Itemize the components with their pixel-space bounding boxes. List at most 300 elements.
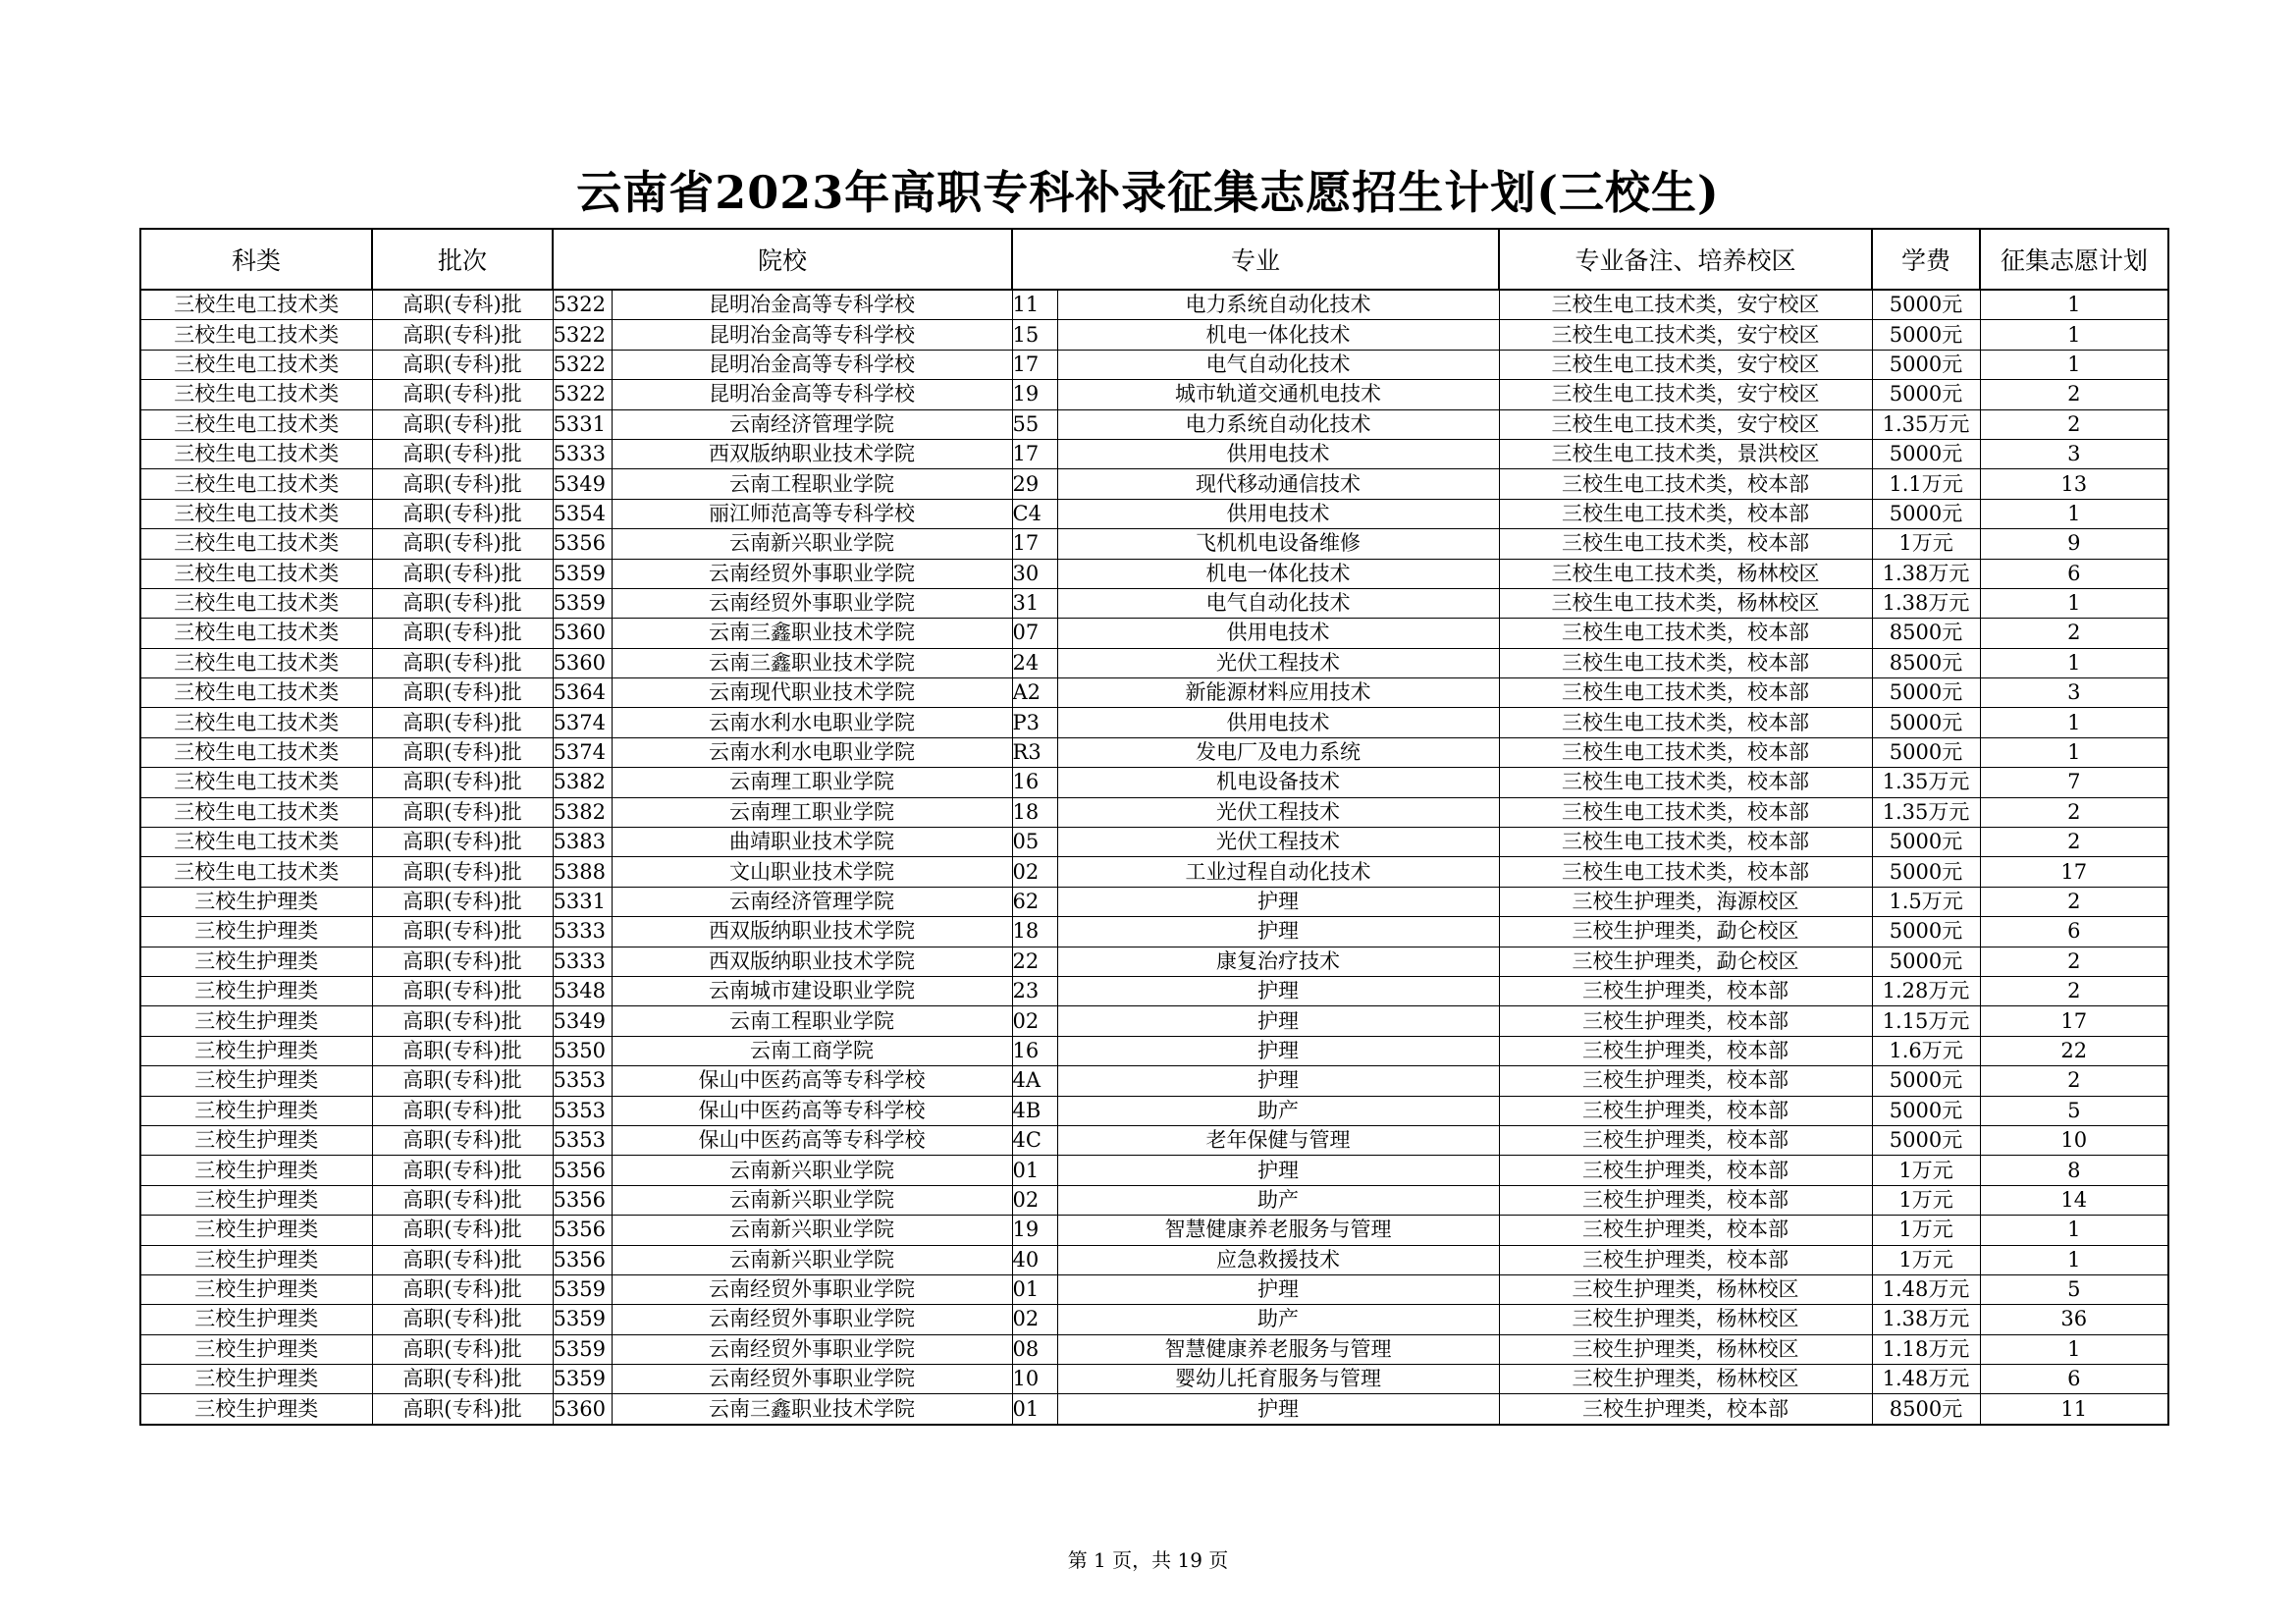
header-category: 科类	[140, 229, 372, 290]
cell-school-code: 5353	[553, 1066, 612, 1096]
cell-plan: 1	[1980, 1334, 2168, 1364]
cell-fee: 1.38万元	[1872, 588, 1980, 618]
cell-major-code: 24	[1012, 648, 1057, 677]
cell-school: 云南经济管理学院	[612, 887, 1012, 916]
cell-school: 云南城市建设职业学院	[612, 976, 1012, 1005]
cell-fee: 1万元	[1872, 1216, 1980, 1245]
cell-category: 三校生电工技术类	[140, 439, 372, 468]
cell-school: 昆明冶金高等专科学校	[612, 380, 1012, 409]
cell-major-code: 17	[1012, 529, 1057, 559]
cell-major-code: 02	[1012, 1185, 1057, 1215]
cell-school: 昆明冶金高等专科学校	[612, 350, 1012, 379]
cell-school: 云南经济管理学院	[612, 409, 1012, 439]
cell-batch: 高职(专科)批	[372, 828, 553, 857]
cell-major-code: 4A	[1012, 1066, 1057, 1096]
cell-school-code: 5331	[553, 887, 612, 916]
cell-major: 智慧健康养老服务与管理	[1057, 1334, 1499, 1364]
cell-major-code: 22	[1012, 947, 1057, 976]
cell-major: 护理	[1057, 917, 1499, 947]
cell-school: 云南新兴职业学院	[612, 1245, 1012, 1274]
cell-major-code: 19	[1012, 380, 1057, 409]
cell-school-code: 5331	[553, 409, 612, 439]
table-row	[140, 1156, 2168, 1185]
cell-fee: 1.38万元	[1872, 1305, 1980, 1334]
cell-school-code: 5359	[553, 1334, 612, 1364]
cell-note: 三校生电工技术类，景洪校区	[1499, 439, 1872, 468]
cell-school-code: 5383	[553, 828, 612, 857]
cell-major-code: 18	[1012, 797, 1057, 827]
header-note: 专业备注、培养校区	[1499, 229, 1872, 290]
header-batch: 批次	[372, 229, 553, 290]
table-row	[140, 768, 2168, 797]
table-header-row	[140, 229, 2168, 290]
cell-note: 三校生护理类，校本部	[1499, 1096, 1872, 1125]
cell-major: 智慧健康养老服务与管理	[1057, 1216, 1499, 1245]
cell-category: 三校生电工技术类	[140, 797, 372, 827]
cell-school: 文山职业技术学院	[612, 857, 1012, 887]
cell-fee: 8500元	[1872, 1394, 1980, 1425]
cell-school-code: 5388	[553, 857, 612, 887]
cell-major: 光伏工程技术	[1057, 828, 1499, 857]
cell-school: 云南经贸外事职业学院	[612, 588, 1012, 618]
cell-plan: 2	[1980, 797, 2168, 827]
cell-major-code: 11	[1012, 290, 1057, 320]
cell-fee: 1.35万元	[1872, 797, 1980, 827]
cell-plan: 17	[1980, 857, 2168, 887]
cell-category: 三校生护理类	[140, 1096, 372, 1125]
cell-plan: 7	[1980, 768, 2168, 797]
cell-fee: 1.35万元	[1872, 768, 1980, 797]
cell-fee: 5000元	[1872, 320, 1980, 350]
cell-category: 三校生电工技术类	[140, 619, 372, 648]
cell-major-code: 31	[1012, 588, 1057, 618]
cell-note: 三校生电工技术类，校本部	[1499, 529, 1872, 559]
cell-batch: 高职(专科)批	[372, 708, 553, 737]
cell-batch: 高职(专科)批	[372, 1394, 553, 1425]
cell-school-code: 5364	[553, 678, 612, 708]
cell-fee: 5000元	[1872, 828, 1980, 857]
cell-major: 发电厂及电力系统	[1057, 737, 1499, 767]
cell-school-code: 5360	[553, 1394, 612, 1425]
cell-school: 西双版纳职业技术学院	[612, 917, 1012, 947]
cell-category: 三校生电工技术类	[140, 857, 372, 887]
table-row	[140, 828, 2168, 857]
table-row	[140, 797, 2168, 827]
cell-school: 保山中医药高等专科学校	[612, 1066, 1012, 1096]
cell-note: 三校生电工技术类，校本部	[1499, 499, 1872, 528]
cell-category: 三校生护理类	[140, 976, 372, 1005]
cell-major: 护理	[1057, 1156, 1499, 1185]
cell-fee: 1.1万元	[1872, 469, 1980, 499]
cell-major-code: 01	[1012, 1274, 1057, 1304]
cell-fee: 5000元	[1872, 678, 1980, 708]
cell-major-code: 02	[1012, 857, 1057, 887]
cell-note: 三校生电工技术类，校本部	[1499, 857, 1872, 887]
cell-school-code: 5353	[553, 1125, 612, 1155]
cell-plan: 2	[1980, 828, 2168, 857]
cell-category: 三校生电工技术类	[140, 678, 372, 708]
cell-fee: 5000元	[1872, 1096, 1980, 1125]
cell-plan: 9	[1980, 529, 2168, 559]
cell-category: 三校生护理类	[140, 1305, 372, 1334]
cell-batch: 高职(专科)批	[372, 976, 553, 1005]
cell-school: 云南理工职业学院	[612, 797, 1012, 827]
cell-plan: 1	[1980, 1245, 2168, 1274]
cell-plan: 3	[1980, 678, 2168, 708]
cell-major: 护理	[1057, 1066, 1499, 1096]
cell-category: 三校生电工技术类	[140, 828, 372, 857]
cell-fee: 1万元	[1872, 1245, 1980, 1274]
cell-category: 三校生电工技术类	[140, 768, 372, 797]
cell-major: 机电一体化技术	[1057, 559, 1499, 588]
cell-school: 云南经贸外事职业学院	[612, 1334, 1012, 1364]
cell-major: 现代移动通信技术	[1057, 469, 1499, 499]
cell-fee: 1.38万元	[1872, 559, 1980, 588]
cell-plan: 36	[1980, 1305, 2168, 1334]
cell-school-code: 5356	[553, 1245, 612, 1274]
cell-fee: 1万元	[1872, 1156, 1980, 1185]
cell-school: 云南工程职业学院	[612, 469, 1012, 499]
cell-major-code: 19	[1012, 1216, 1057, 1245]
table-row	[140, 1245, 2168, 1274]
cell-school: 云南三鑫职业技术学院	[612, 1394, 1012, 1425]
cell-batch: 高职(专科)批	[372, 947, 553, 976]
cell-major: 电气自动化技术	[1057, 350, 1499, 379]
cell-school: 昆明冶金高等专科学校	[612, 320, 1012, 350]
table-row	[140, 290, 2168, 320]
cell-plan: 1	[1980, 320, 2168, 350]
cell-note: 三校生电工技术类，校本部	[1499, 708, 1872, 737]
cell-plan: 11	[1980, 1394, 2168, 1425]
cell-major-code: P3	[1012, 708, 1057, 737]
table-row	[140, 1365, 2168, 1394]
table-row	[140, 917, 2168, 947]
cell-category: 三校生电工技术类	[140, 499, 372, 528]
cell-note: 三校生电工技术类，杨林校区	[1499, 559, 1872, 588]
table-row	[140, 737, 2168, 767]
cell-major-code: 4B	[1012, 1096, 1057, 1125]
cell-school-code: 5374	[553, 737, 612, 767]
cell-batch: 高职(专科)批	[372, 1216, 553, 1245]
cell-note: 三校生护理类，校本部	[1499, 976, 1872, 1005]
header-fee: 学费	[1872, 229, 1980, 290]
cell-major-code: 10	[1012, 1365, 1057, 1394]
cell-note: 三校生护理类，杨林校区	[1499, 1305, 1872, 1334]
table-row	[140, 1185, 2168, 1215]
cell-school-code: 5359	[553, 1365, 612, 1394]
cell-plan: 2	[1980, 619, 2168, 648]
cell-school: 云南现代职业技术学院	[612, 678, 1012, 708]
cell-school: 云南新兴职业学院	[612, 1216, 1012, 1245]
page-title: 云南省2023年高职专科补录征集志愿招生计划(三校生)	[576, 166, 1720, 219]
cell-batch: 高职(专科)批	[372, 1006, 553, 1036]
cell-plan: 1	[1980, 290, 2168, 320]
cell-batch: 高职(专科)批	[372, 439, 553, 468]
cell-category: 三校生电工技术类	[140, 409, 372, 439]
cell-plan: 1	[1980, 499, 2168, 528]
cell-fee: 1.48万元	[1872, 1274, 1980, 1304]
cell-major-code: 18	[1012, 917, 1057, 947]
cell-category: 三校生护理类	[140, 917, 372, 947]
cell-category: 三校生护理类	[140, 1365, 372, 1394]
cell-batch: 高职(专科)批	[372, 737, 553, 767]
cell-note: 三校生护理类，勐仑校区	[1499, 947, 1872, 976]
cell-note: 三校生护理类，杨林校区	[1499, 1365, 1872, 1394]
cell-category: 三校生电工技术类	[140, 588, 372, 618]
cell-category: 三校生电工技术类	[140, 708, 372, 737]
cell-plan: 2	[1980, 380, 2168, 409]
table-row	[140, 1006, 2168, 1036]
cell-note: 三校生电工技术类，校本部	[1499, 768, 1872, 797]
cell-school-code: 5382	[553, 797, 612, 827]
cell-fee: 5000元	[1872, 737, 1980, 767]
cell-batch: 高职(专科)批	[372, 887, 553, 916]
cell-major: 供用电技术	[1057, 619, 1499, 648]
table-row	[140, 409, 2168, 439]
cell-note: 三校生电工技术类，校本部	[1499, 828, 1872, 857]
table-row	[140, 947, 2168, 976]
cell-note: 三校生护理类，校本部	[1499, 1006, 1872, 1036]
cell-batch: 高职(专科)批	[372, 409, 553, 439]
cell-batch: 高职(专科)批	[372, 1334, 553, 1364]
cell-school: 保山中医药高等专科学校	[612, 1125, 1012, 1155]
cell-batch: 高职(专科)批	[372, 1036, 553, 1065]
cell-category: 三校生电工技术类	[140, 380, 372, 409]
table-row	[140, 1394, 2168, 1425]
cell-major: 护理	[1057, 887, 1499, 916]
page-footer: 第 1 页，共 19 页	[1067, 1548, 1229, 1572]
cell-school-code: 5350	[553, 1036, 612, 1065]
cell-note: 三校生电工技术类，安宁校区	[1499, 409, 1872, 439]
table-row	[140, 439, 2168, 468]
cell-major-code: 15	[1012, 320, 1057, 350]
cell-major-code: 17	[1012, 350, 1057, 379]
cell-plan: 2	[1980, 887, 2168, 916]
table-row	[140, 678, 2168, 708]
cell-category: 三校生电工技术类	[140, 648, 372, 677]
cell-major-code: 55	[1012, 409, 1057, 439]
cell-major-code: 08	[1012, 1334, 1057, 1364]
cell-fee: 1.18万元	[1872, 1334, 1980, 1364]
cell-major-code: 02	[1012, 1305, 1057, 1334]
cell-batch: 高职(专科)批	[372, 1185, 553, 1215]
cell-plan: 8	[1980, 1156, 2168, 1185]
cell-batch: 高职(专科)批	[372, 648, 553, 677]
cell-school-code: 5359	[553, 559, 612, 588]
cell-school: 云南水利水电职业学院	[612, 708, 1012, 737]
cell-school-code: 5353	[553, 1096, 612, 1125]
cell-batch: 高职(专科)批	[372, 1096, 553, 1125]
cell-school: 云南经贸外事职业学院	[612, 1274, 1012, 1304]
cell-fee: 5000元	[1872, 380, 1980, 409]
cell-school-code: 5348	[553, 976, 612, 1005]
cell-category: 三校生护理类	[140, 1216, 372, 1245]
table-row	[140, 529, 2168, 559]
cell-fee: 1.6万元	[1872, 1036, 1980, 1065]
cell-major: 飞机机电设备维修	[1057, 529, 1499, 559]
cell-school: 曲靖职业技术学院	[612, 828, 1012, 857]
table-row	[140, 1096, 2168, 1125]
cell-batch: 高职(专科)批	[372, 1274, 553, 1304]
cell-batch: 高职(专科)批	[372, 619, 553, 648]
cell-category: 三校生护理类	[140, 1394, 372, 1425]
cell-major: 护理	[1057, 1006, 1499, 1036]
cell-category: 三校生电工技术类	[140, 529, 372, 559]
cell-note: 三校生护理类，校本部	[1499, 1394, 1872, 1425]
cell-fee: 8500元	[1872, 619, 1980, 648]
cell-category: 三校生护理类	[140, 947, 372, 976]
cell-major: 助产	[1057, 1185, 1499, 1215]
cell-note: 三校生护理类，校本部	[1499, 1066, 1872, 1096]
cell-major-code: 30	[1012, 559, 1057, 588]
cell-note: 三校生护理类，杨林校区	[1499, 1274, 1872, 1304]
cell-fee: 5000元	[1872, 439, 1980, 468]
cell-major: 供用电技术	[1057, 708, 1499, 737]
table-row	[140, 320, 2168, 350]
cell-school: 西双版纳职业技术学院	[612, 947, 1012, 976]
cell-fee: 5000元	[1872, 1066, 1980, 1096]
cell-plan: 22	[1980, 1036, 2168, 1065]
cell-school-code: 5356	[553, 1185, 612, 1215]
cell-major-code: 01	[1012, 1394, 1057, 1425]
cell-school: 云南新兴职业学院	[612, 1156, 1012, 1185]
cell-batch: 高职(专科)批	[372, 320, 553, 350]
cell-batch: 高职(专科)批	[372, 797, 553, 827]
cell-batch: 高职(专科)批	[372, 290, 553, 320]
cell-major: 机电一体化技术	[1057, 320, 1499, 350]
cell-major: 电气自动化技术	[1057, 588, 1499, 618]
cell-fee: 5000元	[1872, 290, 1980, 320]
cell-batch: 高职(专科)批	[372, 469, 553, 499]
cell-school: 保山中医药高等专科学校	[612, 1096, 1012, 1125]
cell-fee: 1.15万元	[1872, 1006, 1980, 1036]
cell-fee: 1万元	[1872, 529, 1980, 559]
cell-major-code: 16	[1012, 1036, 1057, 1065]
cell-note: 三校生护理类，校本部	[1499, 1245, 1872, 1274]
cell-batch: 高职(专科)批	[372, 678, 553, 708]
cell-school: 云南水利水电职业学院	[612, 737, 1012, 767]
cell-school-code: 5360	[553, 648, 612, 677]
cell-note: 三校生电工技术类，校本部	[1499, 797, 1872, 827]
cell-fee: 5000元	[1872, 857, 1980, 887]
cell-major: 供用电技术	[1057, 499, 1499, 528]
cell-major: 电力系统自动化技术	[1057, 290, 1499, 320]
cell-school: 丽江师范高等专科学校	[612, 499, 1012, 528]
cell-category: 三校生护理类	[140, 1334, 372, 1364]
cell-note: 三校生护理类，校本部	[1499, 1185, 1872, 1215]
cell-category: 三校生护理类	[140, 1185, 372, 1215]
cell-school: 云南三鑫职业技术学院	[612, 648, 1012, 677]
cell-plan: 1	[1980, 737, 2168, 767]
cell-major-code: 17	[1012, 439, 1057, 468]
cell-school-code: 5382	[553, 768, 612, 797]
cell-note: 三校生电工技术类，校本部	[1499, 469, 1872, 499]
table-row	[140, 499, 2168, 528]
cell-batch: 高职(专科)批	[372, 1305, 553, 1334]
cell-major-code: 4C	[1012, 1125, 1057, 1155]
table-row	[140, 350, 2168, 379]
cell-major-code: 40	[1012, 1245, 1057, 1274]
cell-note: 三校生护理类，勐仑校区	[1499, 917, 1872, 947]
cell-plan: 2	[1980, 976, 2168, 1005]
cell-school-code: 5359	[553, 1305, 612, 1334]
cell-major: 婴幼儿托育服务与管理	[1057, 1365, 1499, 1394]
cell-school-code: 5360	[553, 619, 612, 648]
cell-major-code: A2	[1012, 678, 1057, 708]
cell-note: 三校生电工技术类，安宁校区	[1499, 380, 1872, 409]
cell-major: 护理	[1057, 976, 1499, 1005]
cell-fee: 1万元	[1872, 1185, 1980, 1215]
cell-category: 三校生护理类	[140, 1156, 372, 1185]
cell-plan: 1	[1980, 708, 2168, 737]
cell-school-code: 5322	[553, 350, 612, 379]
cell-plan: 6	[1980, 917, 2168, 947]
table-row	[140, 887, 2168, 916]
cell-note: 三校生护理类，校本部	[1499, 1156, 1872, 1185]
cell-plan: 10	[1980, 1125, 2168, 1155]
cell-major: 光伏工程技术	[1057, 648, 1499, 677]
cell-category: 三校生护理类	[140, 1245, 372, 1274]
table-row	[140, 708, 2168, 737]
cell-major: 电力系统自动化技术	[1057, 409, 1499, 439]
table-row	[140, 648, 2168, 677]
cell-note: 三校生护理类，校本部	[1499, 1036, 1872, 1065]
cell-note: 三校生电工技术类，校本部	[1499, 678, 1872, 708]
cell-batch: 高职(专科)批	[372, 1125, 553, 1155]
cell-major: 新能源材料应用技术	[1057, 678, 1499, 708]
cell-school: 云南理工职业学院	[612, 768, 1012, 797]
cell-batch: 高职(专科)批	[372, 1156, 553, 1185]
cell-plan: 2	[1980, 1066, 2168, 1096]
cell-note: 三校生电工技术类，校本部	[1499, 648, 1872, 677]
cell-batch: 高职(专科)批	[372, 1245, 553, 1274]
cell-fee: 1.28万元	[1872, 976, 1980, 1005]
cell-category: 三校生电工技术类	[140, 320, 372, 350]
table-row	[140, 619, 2168, 648]
cell-school: 西双版纳职业技术学院	[612, 439, 1012, 468]
cell-school: 云南三鑫职业技术学院	[612, 619, 1012, 648]
cell-note: 三校生护理类，校本部	[1499, 1216, 1872, 1245]
cell-fee: 5000元	[1872, 917, 1980, 947]
cell-school: 云南经贸外事职业学院	[612, 1305, 1012, 1334]
cell-category: 三校生护理类	[140, 887, 372, 916]
cell-school: 云南新兴职业学院	[612, 529, 1012, 559]
cell-major-code: 01	[1012, 1156, 1057, 1185]
cell-plan: 1	[1980, 588, 2168, 618]
cell-note: 三校生电工技术类，杨林校区	[1499, 588, 1872, 618]
cell-note: 三校生电工技术类，校本部	[1499, 619, 1872, 648]
table-row	[140, 857, 2168, 887]
cell-category: 三校生护理类	[140, 1125, 372, 1155]
cell-plan: 6	[1980, 559, 2168, 588]
cell-note: 三校生电工技术类，安宁校区	[1499, 350, 1872, 379]
cell-fee: 5000元	[1872, 1125, 1980, 1155]
cell-major: 机电设备技术	[1057, 768, 1499, 797]
cell-school-code: 5322	[553, 290, 612, 320]
admission-plan-table	[139, 228, 2169, 1426]
cell-batch: 高职(专科)批	[372, 917, 553, 947]
cell-plan: 14	[1980, 1185, 2168, 1215]
cell-plan: 17	[1980, 1006, 2168, 1036]
cell-plan: 2	[1980, 409, 2168, 439]
cell-major: 护理	[1057, 1394, 1499, 1425]
table-row	[140, 469, 2168, 499]
table-row	[140, 380, 2168, 409]
cell-note: 三校生电工技术类，安宁校区	[1499, 290, 1872, 320]
cell-major-code: C4	[1012, 499, 1057, 528]
cell-plan: 13	[1980, 469, 2168, 499]
cell-school-code: 5356	[553, 529, 612, 559]
